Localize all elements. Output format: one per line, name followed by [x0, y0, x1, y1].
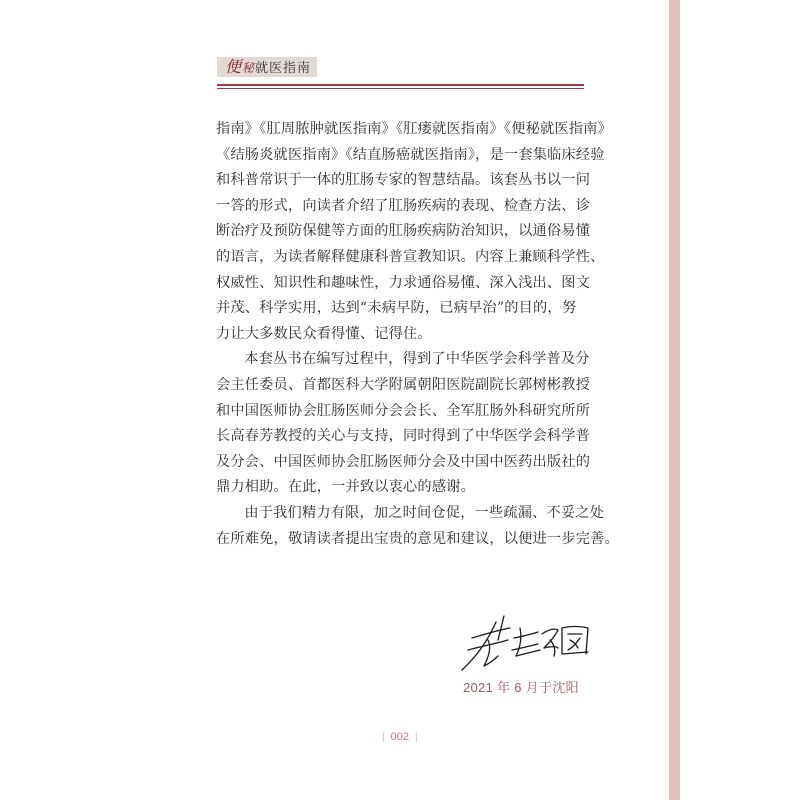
paragraph-3	[216, 501, 619, 552]
text-line: 及分会、中国医师协会肛肠医师分会及中国中医药出版社的	[216, 453, 591, 470]
title-char-1: 便	[225, 57, 243, 76]
text-line: 由于我们精力有限，加之时间仓促，一些疏漏、不妥之处	[244, 504, 605, 521]
text-line: 一答的形式，向读者介绍了肛肠疾病的表现、检查方法、诊	[216, 197, 591, 214]
page-number	[376, 731, 424, 743]
page-number-right-bar: |	[414, 732, 418, 743]
text-line: 并茂、科学实用，达到“未病早防，已病早治”的目的，努	[216, 300, 577, 317]
title-rest: 就医指南	[255, 61, 312, 76]
page-number-value: 002	[390, 731, 409, 743]
text-line: 和科普常识于一体的肛肠专家的智慧结晶。该套丛书以一问	[216, 172, 591, 189]
text-line: 权威性、知识性和趣味性，力求通俗易懂、深入浅出、图文	[216, 274, 591, 291]
text-line: 会主任委员、首都医科大学附属朝阳医院副院长郭树彬教授	[216, 376, 591, 393]
preface-body	[216, 117, 619, 552]
title-char-2: 秘	[242, 61, 256, 75]
book-title-label	[217, 57, 317, 77]
text-line: 力让大多数民众看得懂、记得住。	[216, 325, 432, 342]
header-rule-thick	[217, 84, 584, 86]
text-line: 本套丛书在编写过程中，得到了中华医学会科学普及分	[244, 351, 590, 368]
signature-date: 2021 年 6 月于沈阳	[463, 680, 579, 695]
header-rule-thin	[217, 88, 584, 89]
page-number-left-bar: |	[382, 732, 385, 743]
page-edge-band	[669, 0, 680, 800]
paragraph-2	[216, 347, 608, 501]
handwritten-signature-icon	[458, 610, 598, 672]
text-line: 的语言，为读者解释健康科普宣教知识。内容上兼顾科学性、	[216, 248, 605, 265]
text-line: 指南》《肛周脓肿就医指南》《肛瘘就医指南》《便秘就医指南》	[216, 121, 612, 137]
text-line: 鼎力相助。在此，一并致以衷心的感谢。	[216, 479, 475, 496]
text-line: 在所难免，敬请读者提出宝贵的意见和建议，以便进一步完善。	[216, 530, 619, 547]
text-line: 长高春芳教授的关心与支持，同时得到了中华医学会科学普	[216, 428, 591, 445]
text-line: 断治疗及预防保健等方面的肛肠疾病防治知识，以通俗易懂	[216, 223, 591, 240]
paragraph-1	[216, 117, 612, 347]
text-line: 《结肠炎就医指南》《结直肠癌就医指南》，是一套集临床经验	[216, 146, 605, 163]
text-line: 和中国医师协会肛肠医师分会会长、全军肛肠外科研究所所	[216, 402, 591, 419]
running-header	[217, 57, 584, 89]
